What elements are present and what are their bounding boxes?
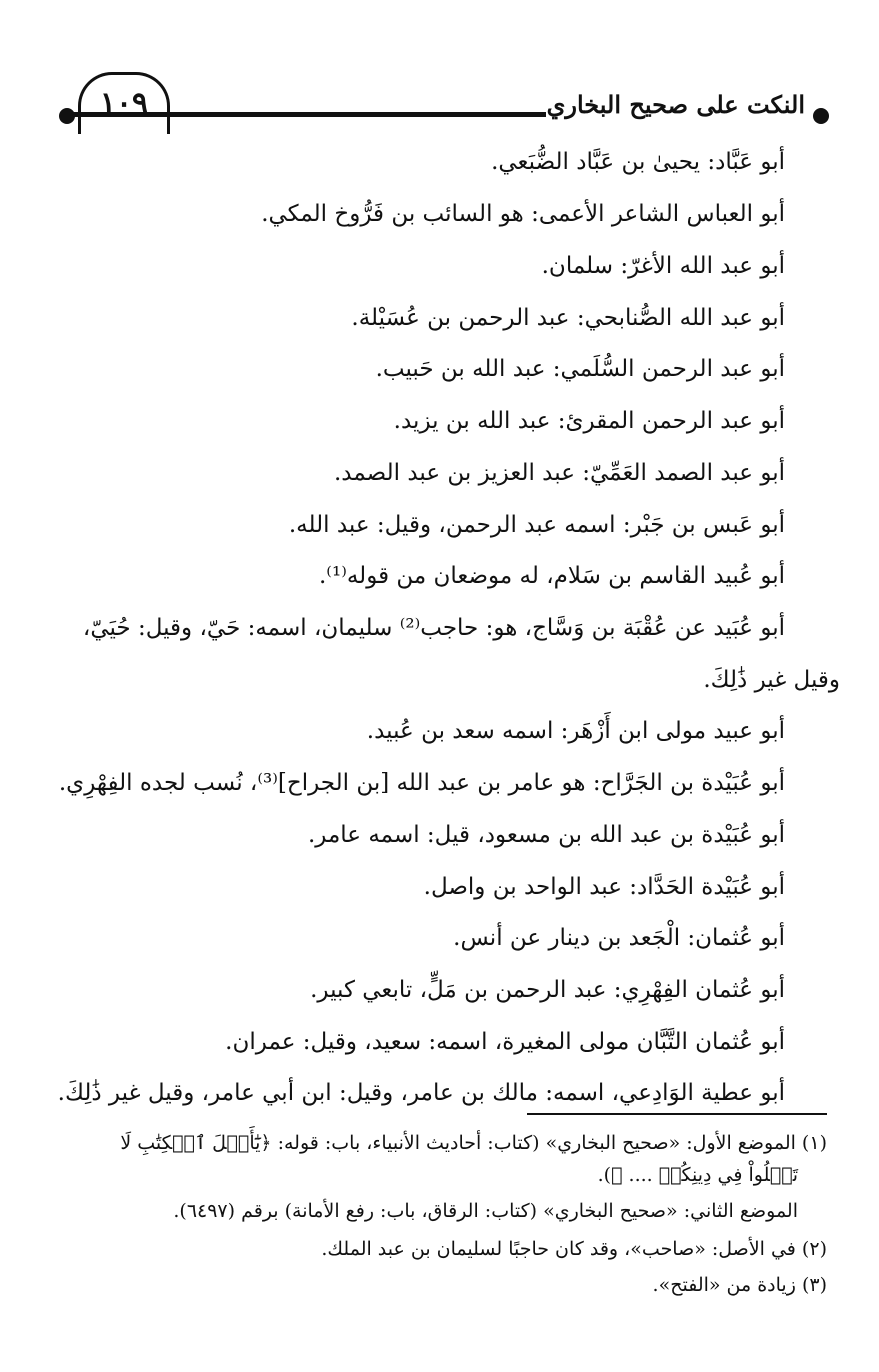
entry: أبو عُثمان الفِهْرِي: عبد الرحمن بن مَلٍّ، تابعي كبير. xyxy=(310,977,785,1003)
entry: أبو عُبيد القاسم بن سَلام، له موضعان من قوله⁽¹⁾. xyxy=(319,563,785,589)
entry: أبو عبد الله الأغرّ: سلمان. xyxy=(541,253,785,279)
footnote-1-second: الموضع الثاني: «صحيح البخاري» (كتاب: الرقاق، باب: رفع الأمانة) برقم (٦٤٩٧). xyxy=(173,1200,798,1222)
entry: أبو عَبَّاد: يحيىٰ بن عَبَّاد الضُّبَعي. xyxy=(491,149,785,175)
entry: أبو عُبَيْدة الحَدَّاد: عبد الواحد بن واصل. xyxy=(423,874,785,900)
footnote-separator xyxy=(527,1113,827,1115)
entry: أبو عبد الصمد العَمِّيّ: عبد العزيز بن عبد الصمد. xyxy=(333,460,785,486)
entry: أبو عُثمان التَّبَّان مولى المغيرة، اسمه: سعيد، وقيل: عمران. xyxy=(225,1029,785,1055)
entry: أبو عطية الوَادِعي، اسمه: مالك بن عامر، وقيل: ابن أبي عامر، وقيل غير ذَٰلِكَ. xyxy=(57,1080,785,1106)
entry: أبو عبد الله الصُّنابحي: عبد الرحمن بن عُسَيْلة. xyxy=(351,305,785,331)
entry: أبو العباس الشاعر الأعمى: هو السائب بن فَرُّوخ المكي. xyxy=(261,201,785,227)
entry-continuation: وقيل غير ذَٰلِكَ. xyxy=(703,667,840,693)
footnote-2: (٢) في الأصل: «صاحب»، وقد كان حاجبًا لسليمان بن عبد الملك. xyxy=(321,1238,827,1260)
entry: أبو عبد الرحمن السُّلَمي: عبد الله بن حَبيب. xyxy=(375,356,785,382)
header-right-dot xyxy=(813,108,829,124)
header-rule xyxy=(170,112,546,117)
entry: أبو عُبَيد عن عُقْبَة بن وَسَّاج، هو: حاجب⁽²⁾ سليمان، اسمه: حَيّ، وقيل: حُيَيّ، xyxy=(82,615,785,641)
entry: أبو عُبَيْدة بن عبد الله بن مسعود، قيل: اسمه عامر. xyxy=(307,822,785,848)
entry: أبو عبيد مولى ابن أَزْهَر: اسمه سعد بن عُبيد. xyxy=(366,718,785,744)
page-number: ١٠٩ xyxy=(78,72,170,134)
entry: أبو عَبس بن جَبْر: اسمه عبد الرحمن، وقيل: عبد الله. xyxy=(288,512,785,538)
entry: أبو عبد الرحمن المقرئ: عبد الله بن يزيد. xyxy=(393,408,785,434)
running-title: النكت على صحيح البخاري xyxy=(546,90,805,119)
footnote-3: (٣) زيادة من «الفتح». xyxy=(652,1274,827,1296)
entry: أبو عُبَيْدة بن الجَرَّاح: هو عامر بن عبد الله [بن الجراح]⁽³⁾، نُسب لجده الفِهْرِي. xyxy=(58,770,785,796)
footnote-1-continued: تَغۡلُواْ فِي دِينِكُمۡ .... ﴾). xyxy=(597,1164,798,1186)
entry: أبو عُثمان: الْجَعد بن دينار عن أنس. xyxy=(453,925,785,951)
footnote-1: (١) الموضع الأول: «صحيح البخاري» (كتاب: أحاديث الأنبياء، باب: قوله: ﴿يَٰٓأَهۡلَ ٱلۡكِتَٰبِ لَا xyxy=(120,1132,827,1154)
page-header xyxy=(0,62,879,142)
